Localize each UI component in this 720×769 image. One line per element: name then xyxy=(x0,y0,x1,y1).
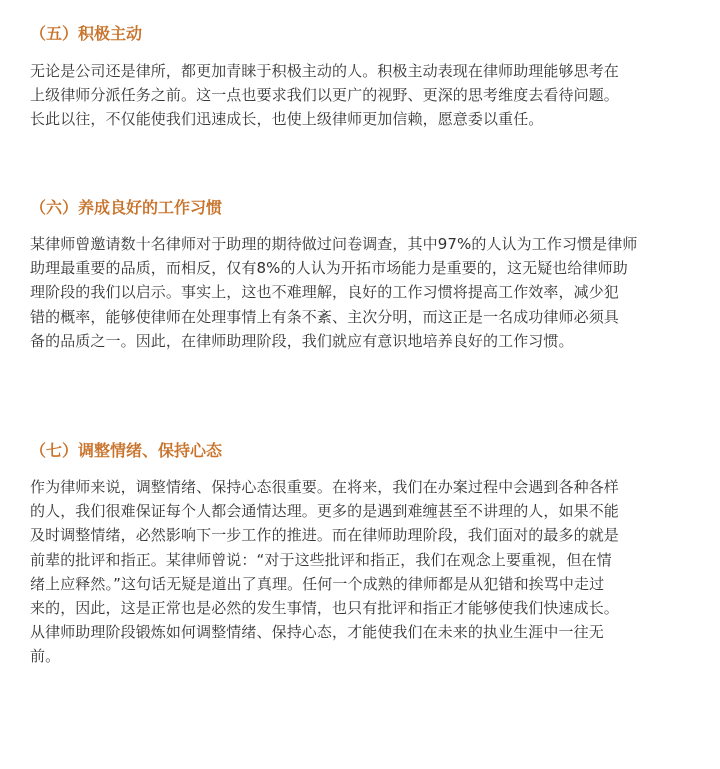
paragraph-line: 理阶段的我们以启示。事实上，这也不难理解，良好的工作习惯将提高工作效率，减少犯 xyxy=(30,283,619,302)
paragraph-line: 长此以往，不仅能使我们迅速成长，也使上级律师更加信赖，愿意委以重任。 xyxy=(30,110,544,129)
paragraph-line: 的人，我们很难保证每个人都会通情达理。更多的是遇到难缠甚至不讲理的人，如果不能 xyxy=(30,502,619,521)
paragraph-line: 绪上应释然。”这句话无疑是道出了真理。任何一个成熟的律师都是从犯错和挨骂中走过 xyxy=(30,574,605,593)
paragraph-line: 前。 xyxy=(30,647,61,666)
paragraph-line: 无论是公司还是律所，都更加青睐于积极主动的人。积极主动表现在律师助理能够思考在 xyxy=(30,62,619,80)
section-paragraph-5 xyxy=(30,59,698,132)
section-heading-7: （七）调整情绪、保持心态 xyxy=(30,441,223,460)
section-paragraph-6 xyxy=(30,232,698,353)
paragraph-line: 助理最重要的品质，而相反，仅有8%的人认为开拓市场能力是重要的，这无疑也给律师助 xyxy=(30,259,628,278)
paragraph-line: 前辈的批评和指正。某律师曾说：“对于这些批评和指正，我们在观念上要重视，但在情 xyxy=(30,550,612,569)
paragraph-line: 作为律师来说，调整情绪、保持心态很重要。在将来，我们在办案过程中会遇到各种各样 xyxy=(30,478,619,496)
paragraph-line: 来的，因此，这是正常也是必然的发生事情，也只有批评和指正才能够使我们快速成长。 xyxy=(30,599,619,618)
paragraph-line: 及时调整情绪，必然影响下一步工作的推进。而在律师助理阶段，我们面对的最多的就是 xyxy=(30,526,619,545)
section-heading-5: （五）积极主动 xyxy=(30,24,143,43)
paragraph-line: 错的概率，能够使律师在处理事情上有条不紊、主次分明，而这正是一名成功律师必须具 xyxy=(30,307,619,326)
paragraph-line: 备的品质之一。因此，在律师助理阶段，我们就应有意识地培养良好的工作习惯。 xyxy=(30,331,574,350)
paragraph-line: 上级律师分派任务之前。这一点也要求我们以更广的视野、更深的思考维度去看待问题。 xyxy=(30,86,619,105)
paragraph-line: 从律师助理阶段锻炼如何调整情绪、保持心态，才能使我们在未来的执业生涯中一往无 xyxy=(30,623,604,642)
section-heading-6: （六）养成良好的工作习惯 xyxy=(30,198,223,217)
section-paragraph-7 xyxy=(30,475,698,669)
paragraph-line: 某律师曾邀请数十名律师对于助理的期待做过问卷调查，其中97%的人认为工作习惯是律师 xyxy=(30,235,638,253)
